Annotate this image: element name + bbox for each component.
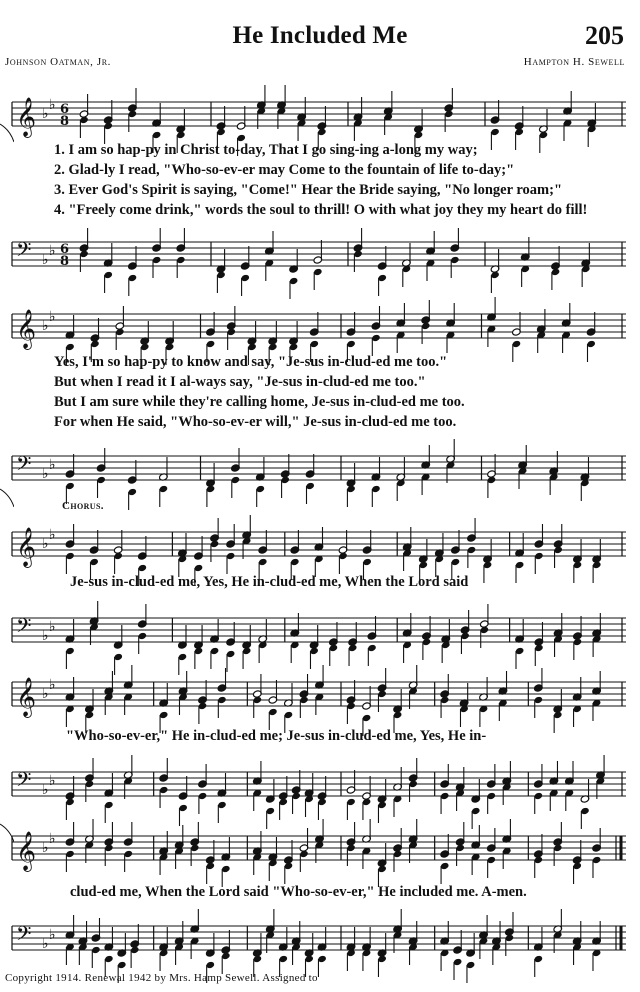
lyric-line-verse-2: But when I read it I al-ways say, "Je-sus in-clud-ed me too." bbox=[54, 374, 426, 390]
flat-icon: ♭ bbox=[42, 628, 49, 644]
flat-icon: ♭ bbox=[42, 686, 49, 702]
flat-icon: ♭ bbox=[42, 840, 49, 856]
lyricist-credit: Johnson Oatman, Jr. bbox=[5, 56, 112, 68]
lyric-line-chorus: Je-sus in-clud-ed me, Yes, He in-clud-ed me, When the Lord said bbox=[70, 574, 469, 590]
treble-clef-icon: 𝄞 bbox=[16, 97, 37, 137]
bass-clef-icon: 𝄢 bbox=[16, 768, 32, 796]
flat-icon: ♭ bbox=[49, 527, 56, 543]
bass-clef-icon: 𝄢 bbox=[16, 238, 32, 266]
flat-icon: ♭ bbox=[42, 252, 49, 268]
bass-staff bbox=[10, 228, 628, 280]
lyric-line-chorus: "Who-so-ev-er," He in-clud-ed me; Je-sus in-clud-ed me, Yes, He in- bbox=[66, 728, 487, 744]
flat-icon: ♭ bbox=[42, 466, 49, 482]
flat-icon: ♭ bbox=[49, 927, 56, 943]
flat-icon: ♭ bbox=[42, 318, 49, 334]
treble-staff bbox=[10, 822, 628, 874]
composer-credit: Hampton H. Sewell bbox=[523, 56, 625, 68]
bass-staff bbox=[10, 442, 628, 494]
flat-icon: ♭ bbox=[49, 309, 56, 325]
time-signature-bottom: 8 bbox=[60, 114, 70, 129]
chorus-label: Chorus. bbox=[62, 500, 104, 512]
lyric-line-verse-1: 1. I am so hap-py in Christ to-day, That I go sing-ing a-long my way; bbox=[54, 142, 478, 158]
flat-icon: ♭ bbox=[49, 773, 56, 789]
hymn-title: He Included Me bbox=[232, 22, 408, 49]
time-signature-bottom: 8 bbox=[60, 254, 70, 269]
chorus-lyrics-block bbox=[70, 572, 640, 592]
treble-staff bbox=[10, 300, 628, 352]
flat-icon: ♭ bbox=[42, 782, 49, 798]
flat-icon: ♭ bbox=[49, 619, 56, 635]
hymn-number: 205 bbox=[585, 21, 624, 50]
bass-clef-icon: 𝄢 bbox=[16, 922, 32, 950]
lyric-line-verse-2: 2. Glad-ly I read, "Who-so-ev-er may Come to the fountain of life to-day;" bbox=[54, 162, 515, 178]
flat-icon: ♭ bbox=[49, 677, 56, 693]
flat-icon: ♭ bbox=[42, 936, 49, 952]
bass-clef-icon: 𝄢 bbox=[16, 614, 32, 642]
treble-clef-icon: 𝄞 bbox=[16, 527, 37, 567]
flat-icon: ♭ bbox=[49, 831, 56, 847]
time-signature-top: 6 bbox=[60, 242, 70, 257]
flat-icon: ♭ bbox=[42, 536, 49, 552]
treble-clef-icon: 𝄞 bbox=[16, 677, 37, 717]
copyright-notice: Copyright 1914. Renewal 1942 by Mrs. Hamp Sewell. Assigned to bbox=[5, 972, 318, 984]
chorus-lyrics-block bbox=[66, 726, 638, 746]
bass-staff bbox=[10, 912, 628, 964]
lyric-line-chorus: clud-ed me, When the Lord said "Who-so-ev-er," He included me. A-men. bbox=[70, 884, 527, 900]
treble-clef-icon: 𝄞 bbox=[16, 831, 37, 871]
treble-clef-icon: 𝄞 bbox=[16, 309, 37, 349]
verse-lyrics-block bbox=[54, 352, 626, 432]
treble-staff bbox=[10, 88, 628, 140]
flat-icon: ♭ bbox=[42, 106, 49, 122]
lyric-line-verse-4: 4. "Freely come drink," words the soul to thrill! O with what joy they my heart do fill! bbox=[54, 202, 588, 218]
chorus-lyrics-block bbox=[70, 882, 640, 902]
bass-staff bbox=[10, 758, 628, 810]
lyric-line-verse-3: But I am sure while they're calling home, Je-sus in-clud-ed me too. bbox=[54, 394, 465, 410]
verse-lyrics-block bbox=[54, 140, 626, 220]
bass-staff bbox=[10, 604, 628, 656]
lyric-line-verse-4: For when He said, "Who-so-ev-er will," Je-sus in-clud-ed me too. bbox=[54, 414, 457, 430]
treble-staff bbox=[10, 518, 628, 570]
flat-icon: ♭ bbox=[49, 457, 56, 473]
treble-staff bbox=[10, 668, 628, 720]
time-signature-top: 6 bbox=[60, 102, 70, 117]
lyric-line-verse-1: Yes, I'm so hap-py to know and say, "Je-sus in-clud-ed me too." bbox=[54, 354, 448, 370]
flat-icon: ♭ bbox=[49, 243, 56, 259]
bass-clef-icon: 𝄢 bbox=[16, 452, 32, 480]
flat-icon: ♭ bbox=[49, 97, 56, 113]
lyric-line-verse-3: 3. Ever God's Spirit is saying, "Come!" Hear the Bride saying, "No longer roam;" bbox=[54, 182, 563, 198]
